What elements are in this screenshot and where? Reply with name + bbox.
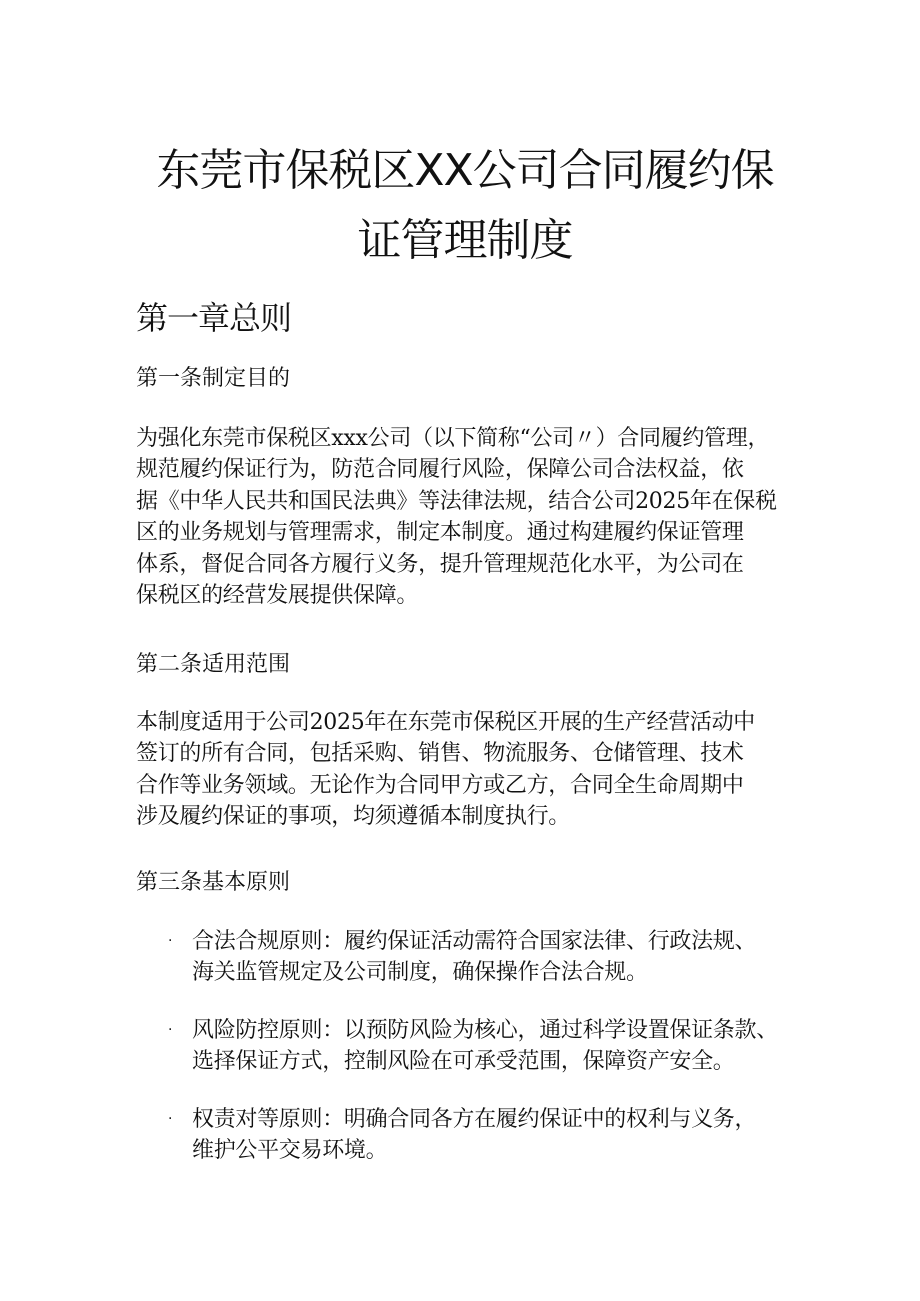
- title-line-2: 证管理制度: [357, 215, 573, 266]
- paragraph-line: 区的业务规划与管理需求，制定本制度。通过构建履约保证管理: [136, 520, 744, 546]
- article-1-heading: 第一条制定目的: [136, 366, 291, 391]
- chapter-heading: 第一章总则: [136, 299, 292, 337]
- article-2-paragraph: [136, 707, 796, 833]
- principles-list: [168, 926, 808, 1192]
- list-item-line: 海关监管规定及公司制度，确保操作合法合规。: [192, 960, 648, 986]
- paragraph-line: 为强化东莞市保税区xxx公司（以下简称“公司〃）合同履约管理，: [136, 426, 770, 451]
- article-3-heading: 第三条基本原则: [136, 870, 291, 895]
- list-item: [168, 1104, 808, 1167]
- bullet-icon: ·: [168, 933, 173, 949]
- bullet-icon: ·: [168, 1110, 173, 1127]
- paragraph-line: 规范履约保证行为，防范合同履行风险，保障公司合法权益，依: [136, 457, 744, 483]
- paragraph-line: 本制度适用于公司2025年在东莞市保税区开展的生产经营活动中: [136, 710, 755, 735]
- paragraph-line: 体系，督促合同各方履行义务，提升管理规范化水平，为公司在: [136, 551, 744, 577]
- article-2-heading: 第二条适用范围: [136, 652, 291, 677]
- list-item: [168, 1015, 808, 1078]
- list-item-line: 维护公平交易环境。: [192, 1138, 388, 1164]
- title-line-1: 东莞市保税区XX公司合同履约保: [156, 145, 774, 196]
- bullet-icon: ·: [168, 1021, 173, 1038]
- list-item-line: 合法合规原则：履约保证活动需符合国家法律、行政法规、: [192, 929, 757, 954]
- list-item-line: 风险防控原则：以预防风险为核心，通过科学设置保证条款、: [192, 1017, 778, 1043]
- list-item-line: 权责对等原则：明确合同各方在履约保证中的权利与义务，: [192, 1106, 757, 1132]
- document-title: [110, 136, 820, 276]
- paragraph-line: 涉及履约保证的事项，均须遵循本制度执行。: [136, 804, 571, 830]
- paragraph-line: 保税区的经营发展提供保障。: [136, 583, 419, 609]
- list-item-line: 选择保证方式，控制风险在可承受范围，保障资产安全。: [192, 1049, 735, 1075]
- paragraph-line: 合作等业务领域。无论作为合同甲方或乙方，合同全生命周期中: [136, 772, 744, 798]
- paragraph-line: 签订的所有合同，包括采购、销售、物流服务、仓储管理、技术: [136, 741, 744, 767]
- article-1-paragraph: [136, 423, 796, 611]
- paragraph-line: 据《中华人民共和国民法典》等法律法规，结合公司2025年在保税: [136, 488, 777, 514]
- list-item: [168, 926, 808, 989]
